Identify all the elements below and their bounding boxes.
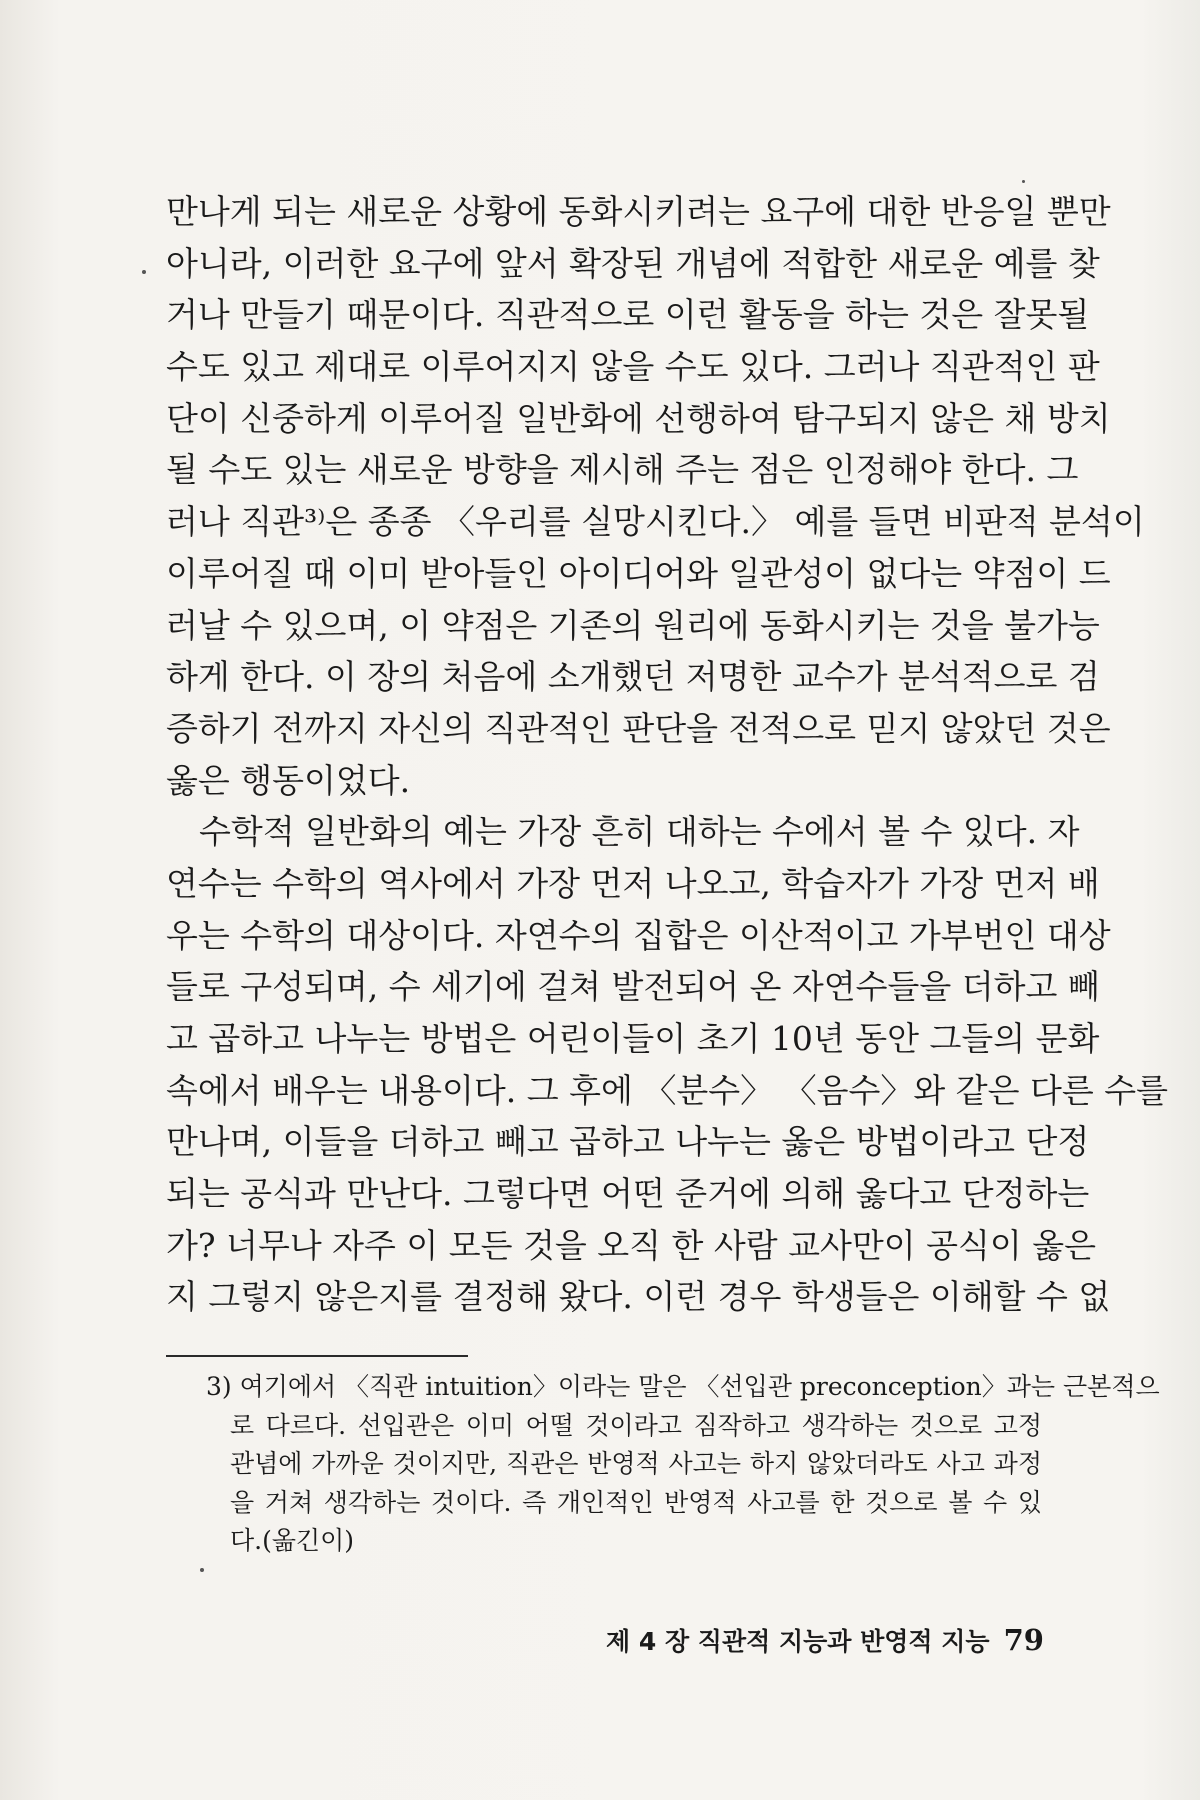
body-line: 우는 수학의 대상이다. 자연수의 집합은 이산적이고 가부번인 대상	[166, 915, 1111, 955]
scan-speck	[142, 270, 146, 274]
body-line: 하게 한다. 이 장의 처음에 소개했던 저명한 교수가 분석적으로 검	[166, 657, 1100, 697]
body-line: 연수는 수학의 역사에서 가장 먼저 나오고, 학습자가 가장 먼저 배	[166, 863, 1100, 903]
body-line: 고 곱하고 나누는 방법은 어린이들이 초기 10년 동안 그들의 문화	[166, 1019, 1100, 1058]
body-text	[166, 186, 1168, 1323]
chapter-title: 제 4 장 직관적 지능과 반영적 지능	[606, 1627, 990, 1656]
body-line: 옳은 행동이었다.	[166, 760, 411, 800]
footnote-line: 을 거쳐 생각하는 것이다. 즉 개인적인 반영적 사고를 한 것으로 볼 수 있	[230, 1487, 1042, 1517]
body-line: 될 수도 있는 새로운 방향을 제시해 주는 점은 인정해야 한다. 그	[166, 450, 1079, 490]
body-line: 만나며, 이들을 더하고 빼고 곱하고 나누는 옳은 방법이라고 단정	[166, 1122, 1090, 1162]
page-number: 79	[1003, 1623, 1044, 1657]
footnote-line: 관념에 가까운 것이지만, 직관은 반영적 사고는 하지 않았더라도 사고 과정	[230, 1449, 1042, 1478]
running-footer	[606, 1622, 1042, 1658]
body-line: 들로 구성되며, 수 세기에 걸쳐 발전되어 온 자연수들을 더하고 빼	[166, 967, 1100, 1007]
body-line: 증하기 전까지 자신의 직관적인 판단을 전적으로 믿지 않았던 것은	[166, 708, 1111, 748]
footnote-line: 3) 여기에서 〈직관 intuition〉이라는 말은 〈선입관 preconception〉과는 근본적으	[206, 1372, 1160, 1401]
scan-speck	[1022, 180, 1025, 183]
footnote-line: 로 다르다. 선입관은 이미 어떨 것이라고 짐작하고 생각하는 것으로 고정	[230, 1410, 1042, 1440]
body-line: 거나 만들기 때문이다. 직관적으로 이런 활동을 하는 것은 잘못될	[166, 295, 1090, 335]
body-line: 지 그렇지 않은지를 결정해 왔다. 이런 경우 학생들은 이해할 수 없	[166, 1277, 1111, 1317]
body-line: 아니라, 이러한 요구에 앞서 확장된 개념에 적합한 새로운 예를 찾	[166, 243, 1100, 283]
footnote-line: 다.(옮긴이)	[230, 1526, 355, 1555]
body-line: 가? 너무나 자주 이 모든 것을 오직 한 사람 교사만이 공식이 옳은	[166, 1225, 1097, 1265]
body-line: 속에서 배우는 내용이다. 그 후에 〈분수〉 〈음수〉와 같은 다른 수를	[166, 1070, 1168, 1110]
body-line: 만나게 되는 새로운 상황에 동화시키려는 요구에 대한 반응일 뿐만	[166, 192, 1111, 231]
body-line: 러날 수 있으며, 이 약점은 기존의 원리에 동화시키는 것을 불가능	[166, 605, 1100, 645]
body-line: 러나 직관³⁾은 종종 〈우리를 실망시킨다.〉 예를 들면 비판적 분석이	[166, 502, 1145, 542]
body-line: 수도 있고 제대로 이루어지지 않을 수도 있다. 그러나 직관적인 판	[166, 347, 1100, 387]
body-line: 단이 신중하게 이루어질 일반화에 선행하여 탐구되지 않은 채 방치	[166, 398, 1111, 438]
footnote-divider	[166, 1355, 468, 1357]
body-line: 이루어질 때 이미 받아들인 아이디어와 일관성이 없다는 약점이 드	[166, 553, 1111, 593]
scan-speck	[200, 1568, 204, 1572]
body-line: 되는 공식과 만난다. 그렇다면 어떤 준거에 의해 옳다고 단정하는	[166, 1174, 1090, 1214]
footnote	[206, 1368, 1160, 1561]
body-line: 수학적 일반화의 예는 가장 흔히 대하는 수에서 볼 수 있다. 자	[199, 812, 1080, 852]
